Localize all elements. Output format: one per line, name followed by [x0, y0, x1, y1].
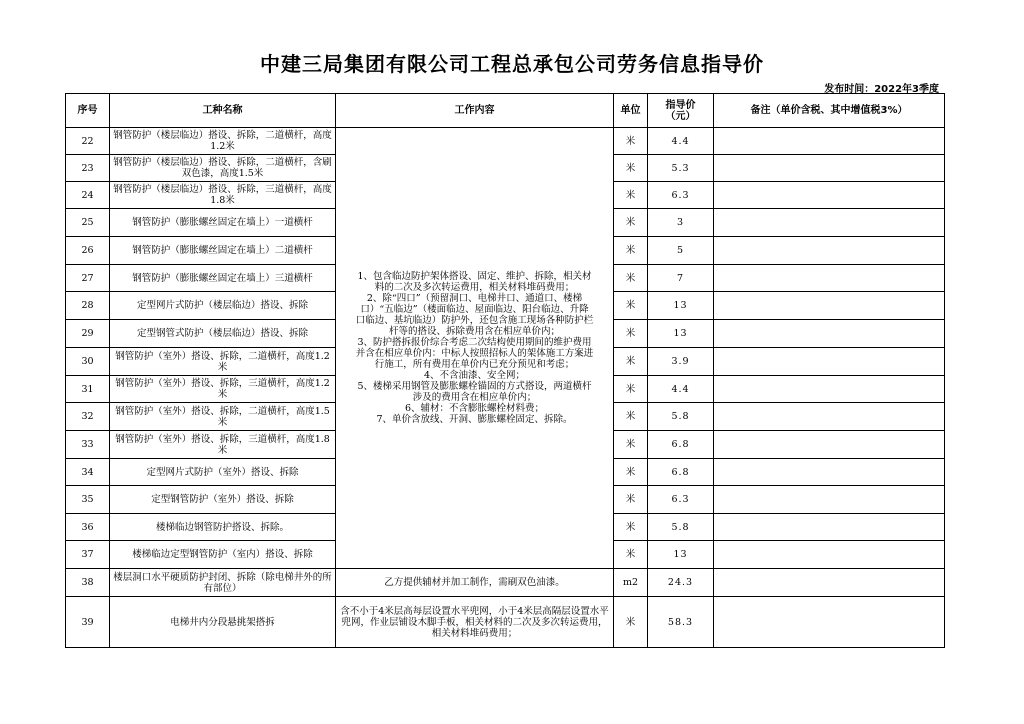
row-name: 定型网片式防护（室外）搭设、拆除: [110, 459, 336, 486]
content-line: 行施工，所有费用在单价内已充分预见和考虑；: [374, 359, 575, 370]
row-seq: 31: [66, 376, 110, 403]
row-price: 5.3: [648, 155, 714, 182]
content-line: 涉及的费用含在相应单价内；: [412, 392, 537, 403]
row-price: 4.4: [648, 128, 714, 155]
row-name: 钢管防护（楼层临边）搭设、拆除，三道横杆，高度1.8米: [110, 182, 336, 209]
row-remark: [714, 128, 945, 155]
row-name: 楼梯临边定型钢管防护（室内）搭设、拆除: [110, 541, 336, 569]
row-seq: 35: [66, 486, 110, 514]
row-name: 定型钢管防护（室外）搭设、拆除: [110, 486, 336, 514]
row-remark: [714, 431, 945, 459]
row-content: 乙方提供辅材并加工制作，需刷双色油漆。: [336, 569, 614, 597]
row-unit: 米: [614, 541, 648, 569]
content-line: 1、包含临边防护架体搭设、固定、维护、拆除，相关材: [357, 271, 592, 282]
content-line: 5、楼梯采用钢管及膨胀螺栓锚固的方式搭设，两道横杆: [357, 381, 592, 392]
row-unit: 米: [614, 209, 648, 237]
row-remark: [714, 237, 945, 265]
row-unit: 米: [614, 182, 648, 209]
row-unit: m2: [614, 569, 648, 597]
row-name: 钢管防护（楼层临边）搭设、拆除，二道横杆，高度1.2米: [110, 128, 336, 155]
row-name: 楼梯临边钢管防护搭设、拆除。: [110, 514, 336, 541]
row-price: 4.4: [648, 376, 714, 403]
header-price-unit: （元）: [665, 110, 696, 122]
row-unit: 米: [614, 128, 648, 155]
row-price: 5.8: [648, 514, 714, 541]
content-line: 4、不含油漆、安全网；: [423, 370, 526, 381]
row-name: 钢管防护（室外）搭设、拆除，二道横杆，高度1.2米: [110, 348, 336, 376]
table-row: [66, 128, 945, 155]
row-unit: 米: [614, 597, 648, 648]
row-name: 钢管防护（膨胀螺丝固定在墙上）三道横杆: [110, 265, 336, 292]
row-name: 电梯井内分段悬挑架搭拆: [110, 597, 336, 648]
row-content: 含不小于4米层高每层设置水平兜网，小于4米层高隔层设置水平兜网，作业层铺设木脚手板，相关材料的二次及多次转运费用，相关材料堆码费用；: [336, 597, 614, 648]
row-remark: [714, 182, 945, 209]
row-remark: [714, 155, 945, 182]
content-line: 7、单价含放线、开洞、膨胀螺栓固定、拆除。: [376, 414, 573, 425]
content-line: 料的二次及多次转运费用，相关材料堆码费用；: [374, 282, 575, 293]
row-price: 7: [648, 265, 714, 292]
row-seq: 28: [66, 292, 110, 320]
row-price: 13: [648, 541, 714, 569]
row-price: 24.3: [648, 569, 714, 597]
row-name: 定型网片式防护（楼层临边）搭设、拆除: [110, 292, 336, 320]
row-unit: 米: [614, 431, 648, 459]
row-seq: 29: [66, 320, 110, 348]
row-price: 6.8: [648, 431, 714, 459]
row-unit: 米: [614, 514, 648, 541]
row-remark: [714, 320, 945, 348]
table-row: [66, 569, 945, 597]
row-seq: 24: [66, 182, 110, 209]
row-name: 钢管防护（室外）搭设、拆除，三道横杆，高度1.8米: [110, 431, 336, 459]
row-remark: [714, 597, 945, 648]
row-remark: [714, 569, 945, 597]
row-name: 钢管防护（膨胀螺丝固定在墙上）一道横杆: [110, 209, 336, 237]
row-seq: 27: [66, 265, 110, 292]
page-title: 中建三局集团有限公司工程总承包公司劳务信息指导价: [260, 52, 764, 76]
row-name: 钢管防护（室外）搭设、拆除，二道横杆，高度1.5米: [110, 403, 336, 431]
row-seq: 33: [66, 431, 110, 459]
content-line: 2、除“四口”（预留洞口、电梯井口、通道口、楼梯: [366, 293, 583, 304]
row-seq: 39: [66, 597, 110, 648]
row-price: 13: [648, 292, 714, 320]
row-unit: 米: [614, 403, 648, 431]
content-line: 并含在相应单价内：中标人按照招标人的架体施工方案进: [355, 348, 594, 359]
row-remark: [714, 514, 945, 541]
row-name: 定型钢管式防护（楼层临边）搭设、拆除: [110, 320, 336, 348]
row-remark: [714, 348, 945, 376]
content-line: 口）“五临边”（楼面临边、屋面临边、阳台临边、升降: [360, 304, 589, 315]
row-unit: 米: [614, 320, 648, 348]
header-price-label: 指导价: [665, 99, 696, 111]
row-price: 5.8: [648, 403, 714, 431]
row-seq: 30: [66, 348, 110, 376]
content-line: 杆等的搭设、拆除费用含在相应单价内；: [388, 326, 560, 337]
header-seq: 序号: [66, 94, 110, 128]
row-remark: [714, 459, 945, 486]
header-unit: 单位: [614, 94, 648, 128]
row-unit: 米: [614, 265, 648, 292]
table-header-row: [66, 94, 945, 128]
shared-content: [336, 128, 614, 569]
row-price: 6.8: [648, 459, 714, 486]
publish-date: 发布时间：2022年3季度: [824, 84, 939, 95]
row-seq: 32: [66, 403, 110, 431]
header-price: [648, 94, 714, 128]
row-seq: 23: [66, 155, 110, 182]
row-unit: 米: [614, 292, 648, 320]
row-seq: 37: [66, 541, 110, 569]
table-row: [66, 597, 945, 648]
row-seq: 22: [66, 128, 110, 155]
price-table: [65, 93, 945, 648]
row-price: 13: [648, 320, 714, 348]
row-remark: [714, 209, 945, 237]
content-line: 口临边、基坑临边）防护外，还包含施工现场各种防护栏: [355, 315, 594, 326]
row-name: 钢管防护（膨胀螺丝固定在墙上）二道横杆: [110, 237, 336, 265]
row-price: 58.3: [648, 597, 714, 648]
row-remark: [714, 541, 945, 569]
row-remark: [714, 486, 945, 514]
row-unit: 米: [614, 237, 648, 265]
row-remark: [714, 403, 945, 431]
row-price: 5: [648, 237, 714, 265]
row-remark: [714, 265, 945, 292]
row-name: 楼层洞口水平硬质防护封闭、拆除（除电梯井外的所有部位）: [110, 569, 336, 597]
row-name: 钢管防护（室外）搭设、拆除，三道横杆，高度1.2米: [110, 376, 336, 403]
row-price: 6.3: [648, 486, 714, 514]
row-unit: 米: [614, 486, 648, 514]
row-name: 钢管防护（楼层临边）搭设、拆除，二道横杆，含刷双色漆，高度1.5米: [110, 155, 336, 182]
content-line: 3、防护搭拆报价综合考虑二次结构使用期间的维护费用: [357, 337, 592, 348]
row-unit: 米: [614, 155, 648, 182]
row-seq: 25: [66, 209, 110, 237]
row-seq: 38: [66, 569, 110, 597]
row-price: 6.3: [648, 182, 714, 209]
row-seq: 34: [66, 459, 110, 486]
header-content: 工作内容: [336, 94, 614, 128]
row-remark: [714, 376, 945, 403]
row-price: 3: [648, 209, 714, 237]
header-remark: 备注（单价含税、其中增值税3%）: [714, 94, 945, 128]
row-seq: 26: [66, 237, 110, 265]
row-remark: [714, 292, 945, 320]
row-seq: 36: [66, 514, 110, 541]
row-unit: 米: [614, 348, 648, 376]
row-price: 3.9: [648, 348, 714, 376]
row-unit: 米: [614, 459, 648, 486]
content-line: 6、辅材：不含膨胀螺栓材料费；: [404, 403, 545, 414]
row-unit: 米: [614, 376, 648, 403]
header-name: 工种名称: [110, 94, 336, 128]
